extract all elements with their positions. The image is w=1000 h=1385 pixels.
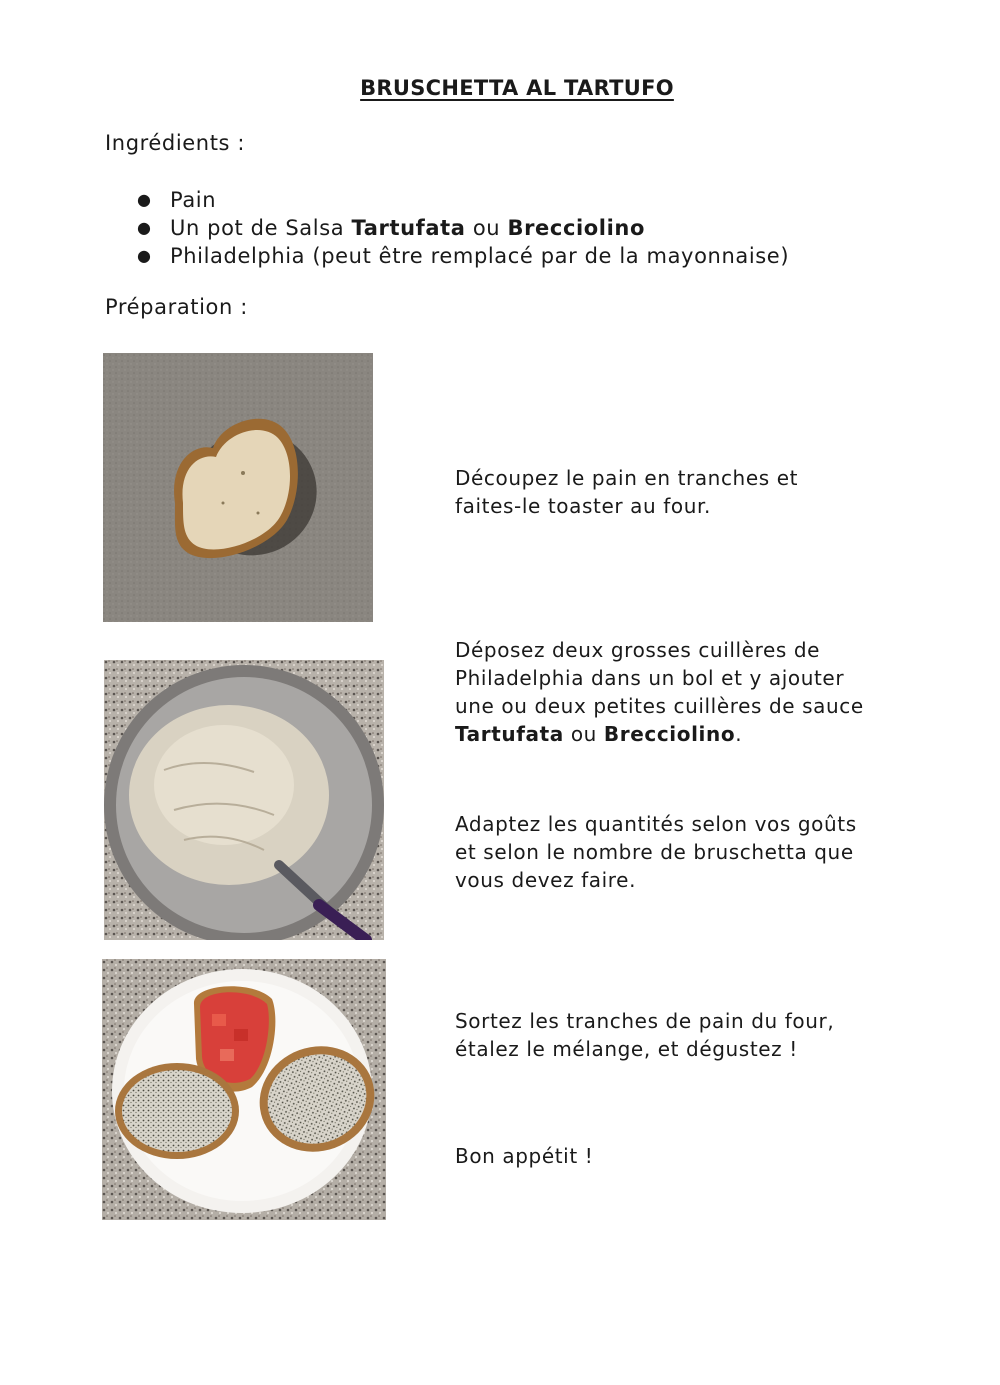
ingredient-text: Philadelphia (peut être remplacé par de la mayonnaise) xyxy=(170,244,790,268)
step-bold: Tartufata xyxy=(455,722,564,746)
ingredient-text: Un pot de Salsa xyxy=(170,216,352,240)
step-line xyxy=(455,720,955,748)
step-line: étalez le mélange, et dégustez ! xyxy=(455,1037,798,1061)
bullet-icon: ● xyxy=(137,218,152,237)
step-line: Sortez les tranches de pain du four, xyxy=(455,1009,835,1033)
list-item xyxy=(135,214,789,242)
step-line: Philadelphia dans un bol et y ajouter xyxy=(455,666,845,690)
toasted-bread-photo xyxy=(103,353,373,622)
mixing-bowl-photo xyxy=(104,660,384,940)
list-item xyxy=(135,242,789,270)
bullet-icon: ● xyxy=(137,246,152,265)
step-line: Bon appétit ! xyxy=(455,1144,594,1168)
step-bold: Brecciolino xyxy=(603,722,736,746)
bruschetta-plate-photo xyxy=(102,959,386,1220)
step-line: une ou deux petites cuillères de sauce xyxy=(455,694,864,718)
ingredient-text: Pain xyxy=(170,188,217,212)
step-line: Déposez deux grosses cuillères de xyxy=(455,638,821,662)
step-text: ou xyxy=(563,722,604,746)
page-title: BRUSCHETTA AL TARTUFO xyxy=(360,76,674,100)
step-line: vous devez faire. xyxy=(455,868,637,892)
bullet-icon: ● xyxy=(137,190,152,209)
step-3-text xyxy=(455,810,955,894)
step-text: . xyxy=(735,722,743,746)
list-item xyxy=(135,186,789,214)
ingredient-bold: Brecciolino xyxy=(507,216,645,240)
ingredients-heading: Ingrédients : xyxy=(105,131,246,155)
closing-text xyxy=(455,1142,955,1170)
step-1-text xyxy=(455,464,955,520)
step-line: Découpez le pain en tranches et xyxy=(455,466,799,490)
step-line: et selon le nombre de bruschetta que xyxy=(455,840,854,864)
ingredients-list xyxy=(135,186,789,270)
step-4-text xyxy=(455,1007,955,1063)
step-line: faites-le toaster au four. xyxy=(455,494,711,518)
step-2-text xyxy=(455,636,955,748)
ingredient-bold: Tartufata xyxy=(351,216,466,240)
preparation-heading: Préparation : xyxy=(105,295,248,319)
step-line: Adaptez les quantités selon vos goûts xyxy=(455,812,857,836)
ingredient-text: ou xyxy=(465,216,508,240)
